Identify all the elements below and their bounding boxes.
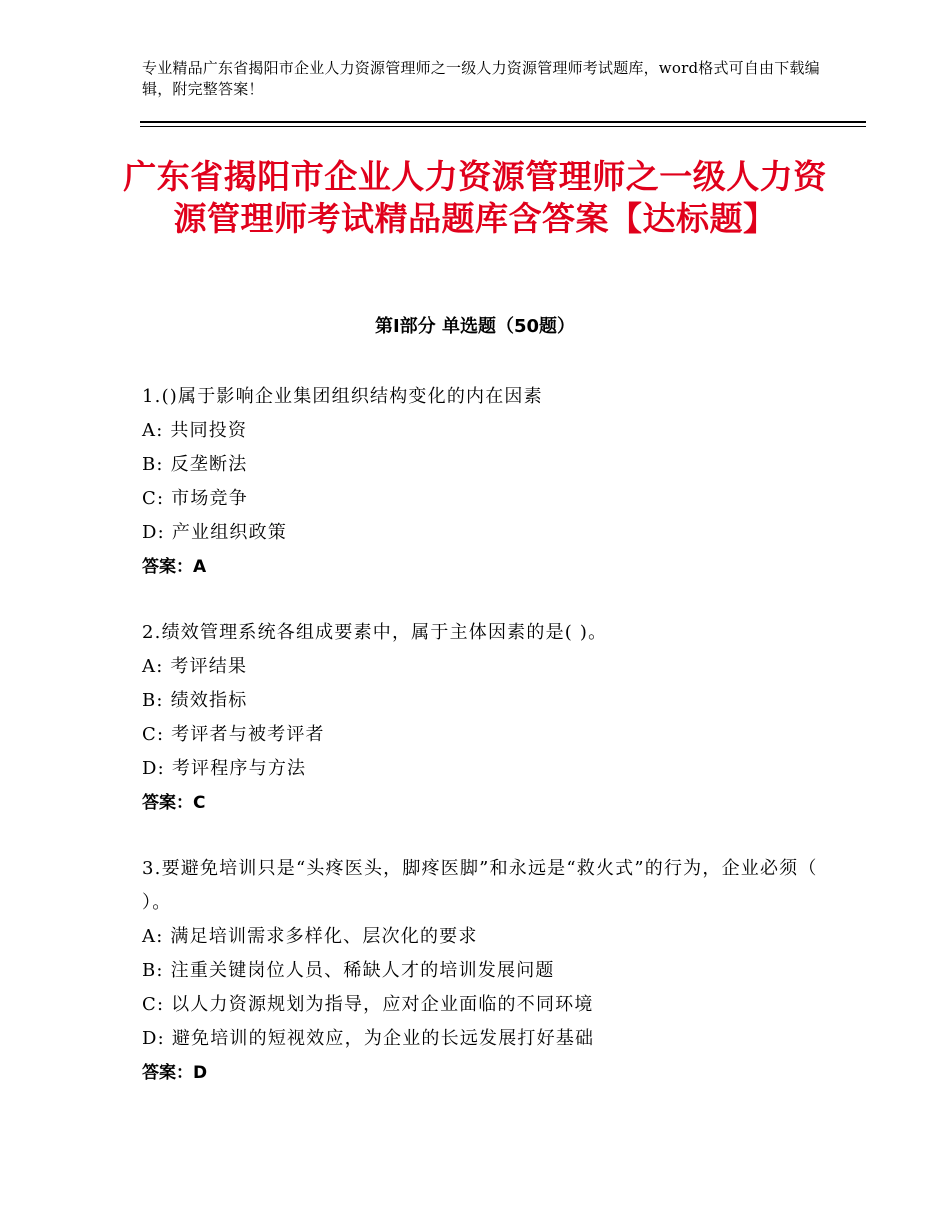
section-heading: 第Ⅰ部分 单选题（50题） [374, 316, 575, 337]
option-a: A: 满足培训需求多样化、层次化的要求 [142, 926, 478, 947]
document-title: 广东省揭阳市企业人力资源管理师之一级人力资源管理师考试精品题库含答案【达标题】 [123, 157, 827, 238]
header-note: 专业精品广东省揭阳市企业人力资源管理师之一级人力资源管理师考试题库，word格式可自由下载编辑，附完整答案！ [142, 59, 820, 98]
option-c: C: 以人力资源规划为指导，应对企业面临的不同环境 [142, 994, 594, 1015]
option-d: D: 避免培训的短视效应，为企业的长远发展打好基础 [142, 1028, 595, 1049]
question-3 [142, 852, 822, 1090]
option-b: B: 注重关键岗位人员、稀缺人才的培训发展问题 [142, 960, 555, 981]
header-rule-thin [140, 126, 866, 127]
question-stem: 1.()属于影响企业集团组织结构变化的内在因素 [142, 386, 543, 407]
option-d: D: 产业组织政策 [142, 522, 288, 543]
question-2 [142, 616, 822, 820]
question-list [142, 380, 822, 1122]
answer: 答案：D [142, 1063, 208, 1083]
option-b: B: 绩效指标 [142, 690, 248, 711]
option-c: C: 市场竞争 [142, 488, 248, 509]
option-d: D: 考评程序与方法 [142, 758, 307, 779]
answer: 答案：C [142, 793, 206, 813]
header-rule-thick [140, 121, 866, 123]
question-1 [142, 380, 822, 584]
question-stem: 2.绩效管理系统各组成要素中，属于主体因素的是( )。 [142, 622, 608, 643]
answer: 答案：A [142, 557, 207, 577]
option-b: B: 反垄断法 [142, 454, 248, 475]
option-c: C: 考评者与被考评者 [142, 724, 325, 745]
question-stem: 3.要避免培训只是“头疼医头，脚疼医脚”和永远是“救火式”的行为，企业必须（ ）。 [142, 858, 818, 913]
option-a: A: 共同投资 [142, 420, 248, 441]
option-a: A: 考评结果 [142, 656, 248, 677]
